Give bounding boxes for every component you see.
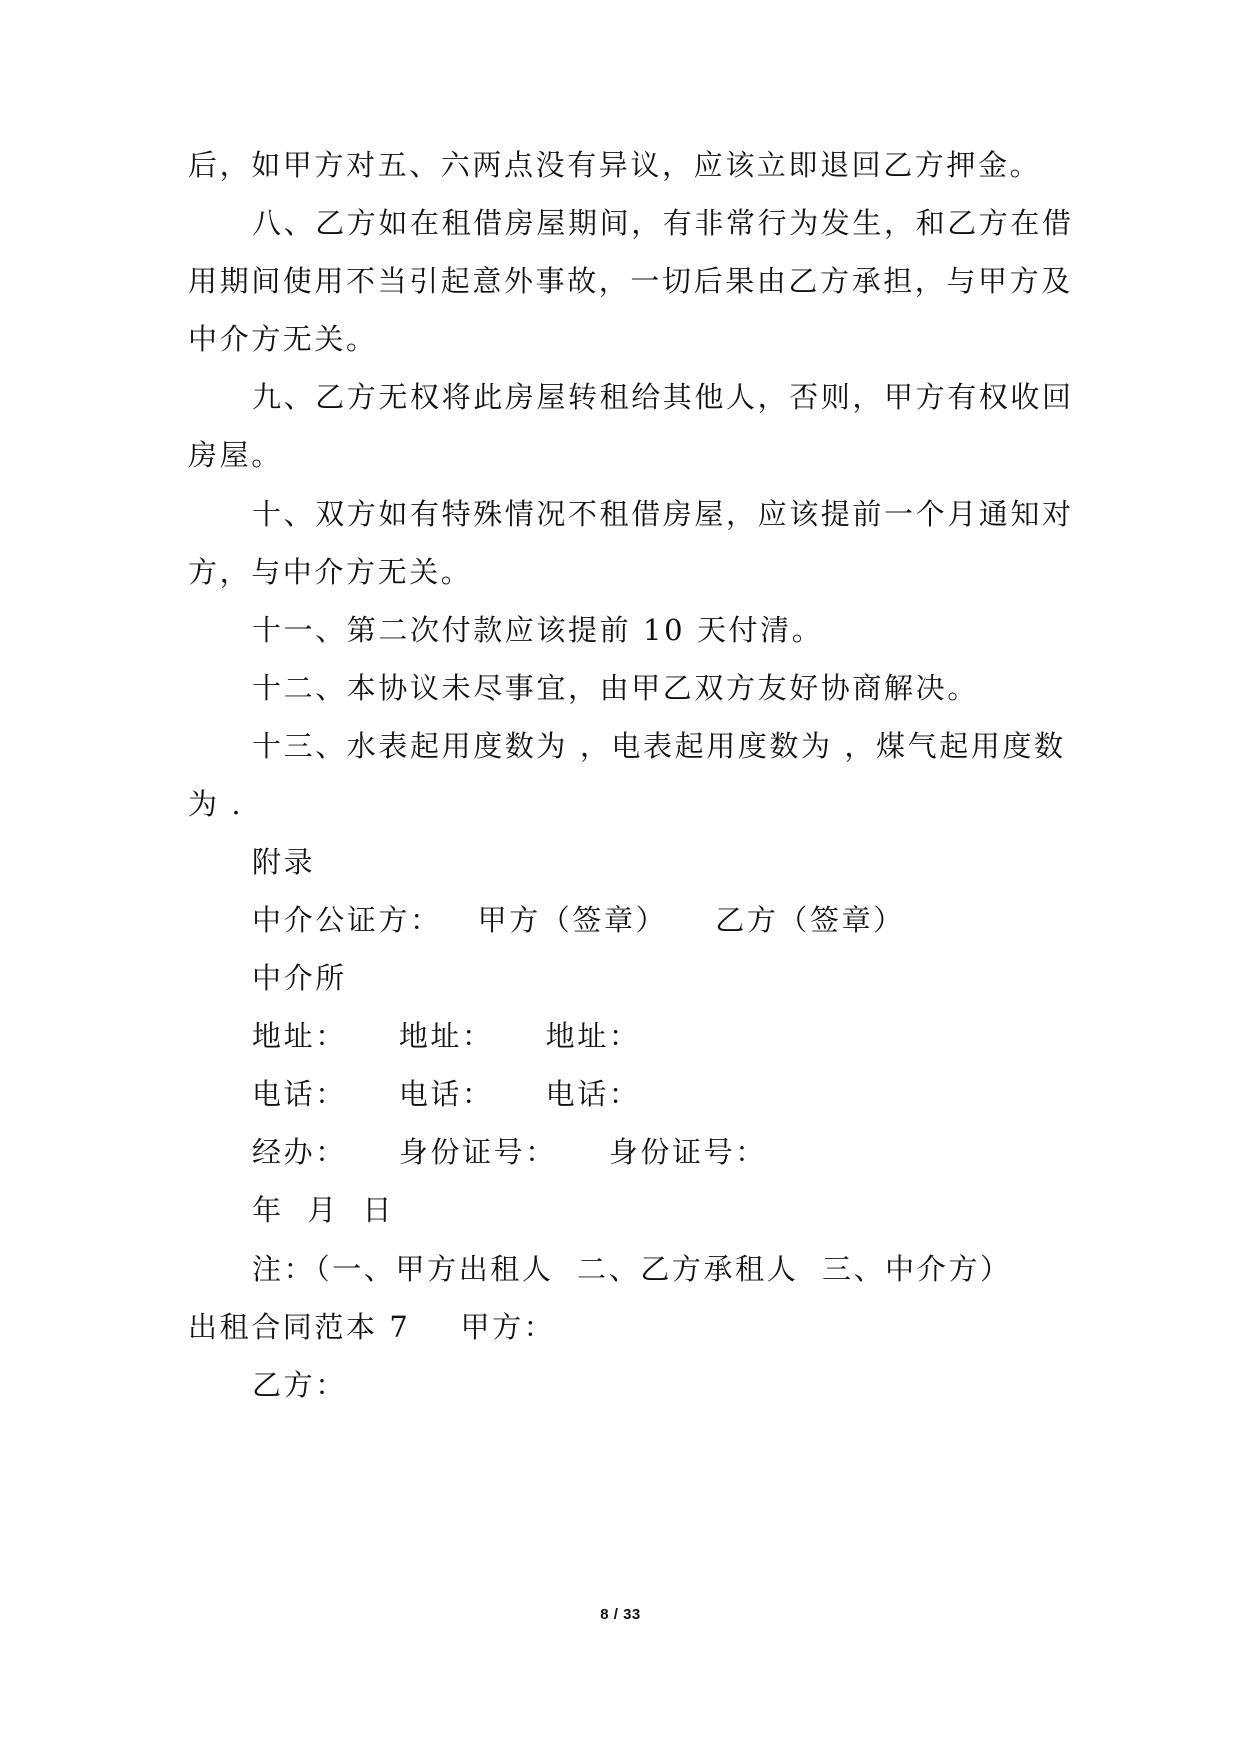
clause-twelve: 十二、本协议未尽事宜，由甲乙双方友好协商解决。 (252, 671, 979, 705)
agency-label: 中介所 (252, 961, 347, 995)
address-label: 地址： (398, 1019, 494, 1053)
contract-party-b-label: 乙方： (252, 1368, 347, 1402)
contract-title-row (188, 1307, 555, 1347)
paragraph-line: 为 . (188, 787, 244, 821)
phone-label: 电话： (398, 1077, 494, 1111)
clause-thirteen: 十三、水表起用度数为 ，电表起用度数为 ，煤气起用度数 (252, 729, 1066, 763)
agent-signature-label: 中介公证方： (252, 903, 442, 937)
page-number: 8 / 33 (600, 1606, 641, 1623)
address-label: 地址： (545, 1019, 641, 1053)
appendix-title: 附录 (252, 845, 316, 879)
phone-label: 电话： (545, 1077, 641, 1111)
paragraph-line: 后，如甲方对五、六两点没有异议，应该立即退回乙方押金。 (188, 148, 1042, 182)
clause-eight: 八、乙方如在租借房屋期间，有非常行为发生，和乙方在借 (252, 206, 1074, 240)
phone-row (252, 1074, 640, 1114)
paragraph-line: 房屋。 (188, 438, 283, 472)
contract-title: 出租合同范本 7 (188, 1310, 411, 1344)
address-label: 地址： (252, 1019, 347, 1053)
id-number-label: 身份证号： (398, 1135, 557, 1169)
handler-row (252, 1132, 767, 1172)
paragraph-line: 方，与中介方无关。 (188, 555, 473, 589)
date-line: 年 月 日 (252, 1193, 395, 1227)
party-b-signature-label: 乙方（签章） (715, 903, 905, 937)
address-row (252, 1016, 640, 1056)
signature-row (252, 900, 905, 940)
clause-eleven: 十一、第二次付款应该提前 10 天付清。 (252, 613, 824, 647)
contract-party-a-label: 甲方： (460, 1310, 556, 1344)
clause-nine: 九、乙方无权将此房屋转租给其他人，否则，甲方有权收回 (252, 380, 1074, 414)
paragraph-line: 用期间使用不当引起意外事故，一切后果由乙方承担，与甲方及 (188, 264, 1073, 298)
clause-ten: 十、双方如有特殊情况不租借房屋，应该提前一个月通知对 (252, 497, 1074, 531)
phone-label: 电话： (252, 1077, 347, 1111)
handler-label: 经办： (252, 1135, 347, 1169)
party-a-signature-label: 甲方（签章） (477, 903, 668, 937)
note-line: 注：（一、甲方出租人 二、乙方承租人 三、中介方） (252, 1252, 1012, 1286)
paragraph-line: 中介方无关。 (188, 322, 378, 356)
id-number-label: 身份证号： (608, 1135, 767, 1169)
